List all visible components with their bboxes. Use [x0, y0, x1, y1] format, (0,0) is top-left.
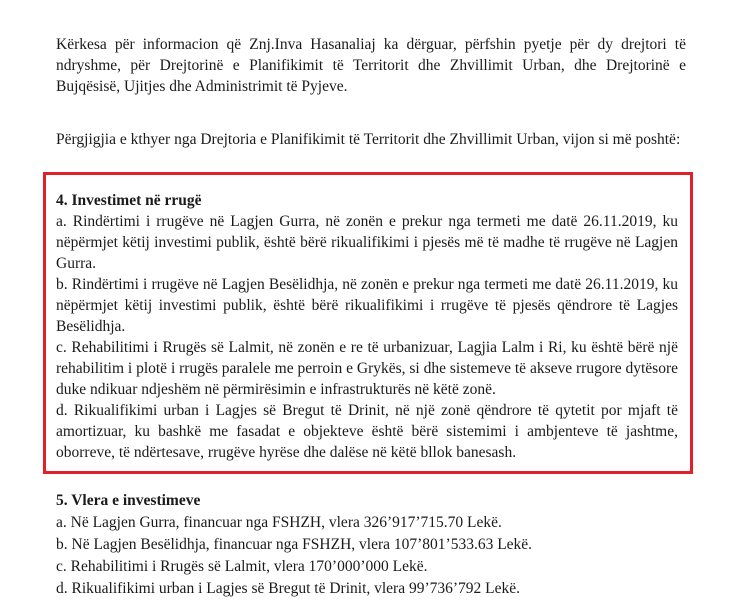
value-item-d: d. Rikualifikimi urban i Lagjes së Bregut të Drinit, vlera 99’736’792 Lekë. — [56, 580, 521, 597]
road-item-a: a. Rindërtimi i rrugëve në Lagjen Gurra, në zonën e prekur nga termeti me datë 26.11.2019, ku nëpërmjet këtij investimi publik, është bërë rikualifikimi i pjesës më të madhe të rrugëve në Lagjen Gurra. — [56, 213, 678, 272]
value-item-a: a. Në Lagjen Gurra, financuar nga FSHZH, vlera 326’917’715.70 Lekë. — [56, 514, 502, 531]
road-item-d: d. Rikualifikimi urban i Lagjes së Bregut të Drinit, në një zonë qëndrore të qytetit por mjaft të amortizuar, ku bashkë me fasadat e objekteve është bërë sistemimi i ambjenteve të jashtme, oborreve, të ndërtesave, rrugëve hyrëse dhe dalëse në këtë bllok banesash. — [56, 402, 678, 461]
value-item-c: c. Rehabilitimi i Rrugës së Lalmit, vlera 170’000’000 Lekë. — [56, 558, 428, 575]
section-heading-values: 5. Vlera e investimeve — [56, 492, 201, 509]
reply-paragraph: Përgjigjia e kthyer nga Drejtoria e Planifikimit të Territorit dhe Zhvillimit Urban, vijon si më poshtë: — [56, 131, 681, 148]
section-heading-roads: 4. Investimet në rrugë — [56, 192, 202, 209]
section-investment-values — [56, 490, 686, 600]
value-item-b: b. Në Lagjen Besëlidhja, financuar nga FSHZH, vlera 107’801’533.63 Lekë. — [56, 536, 533, 553]
road-item-c: c. Rehabilitimi i Rrugës së Lalmit, në zonën e re të urbanizuar, Lagjia Lalm i Ri, ku është bërë një rehabilitim i plotë i rrugës paralele me perroin e Grykës, si dhe sistemeve të akseve rrugore dytësore duke ndikuar ndjeshëm në përmirësimin e infrastrukturës në këtë zonë. — [56, 339, 678, 398]
road-item-b: b. Rindërtimi i rrugëve në Lagjen Besëlidhja, në zonën e prekur nga termeti me datë 26.11.2019, ku nëpërmjet këtij investimi publik, është bërë rikualifikimi i rrugëve të pjesës qëndrore të Lagjes Besëlidhja. — [56, 276, 678, 335]
highlight-box — [43, 172, 693, 474]
intro-paragraph: Kërkesa për informacion që Znj.Inva Hasanaliaj ka dërguar, përfshin pyetje për dy drejtori të ndryshme, për Drejtorinë e Planifikimit të Territorit dhe Zhvillimit Urban, dhe Drejtorinë e Bujqësisë, Ujitjes dhe Administrimit të Pyjeve. — [56, 36, 686, 95]
section-investments-roads — [56, 190, 678, 463]
